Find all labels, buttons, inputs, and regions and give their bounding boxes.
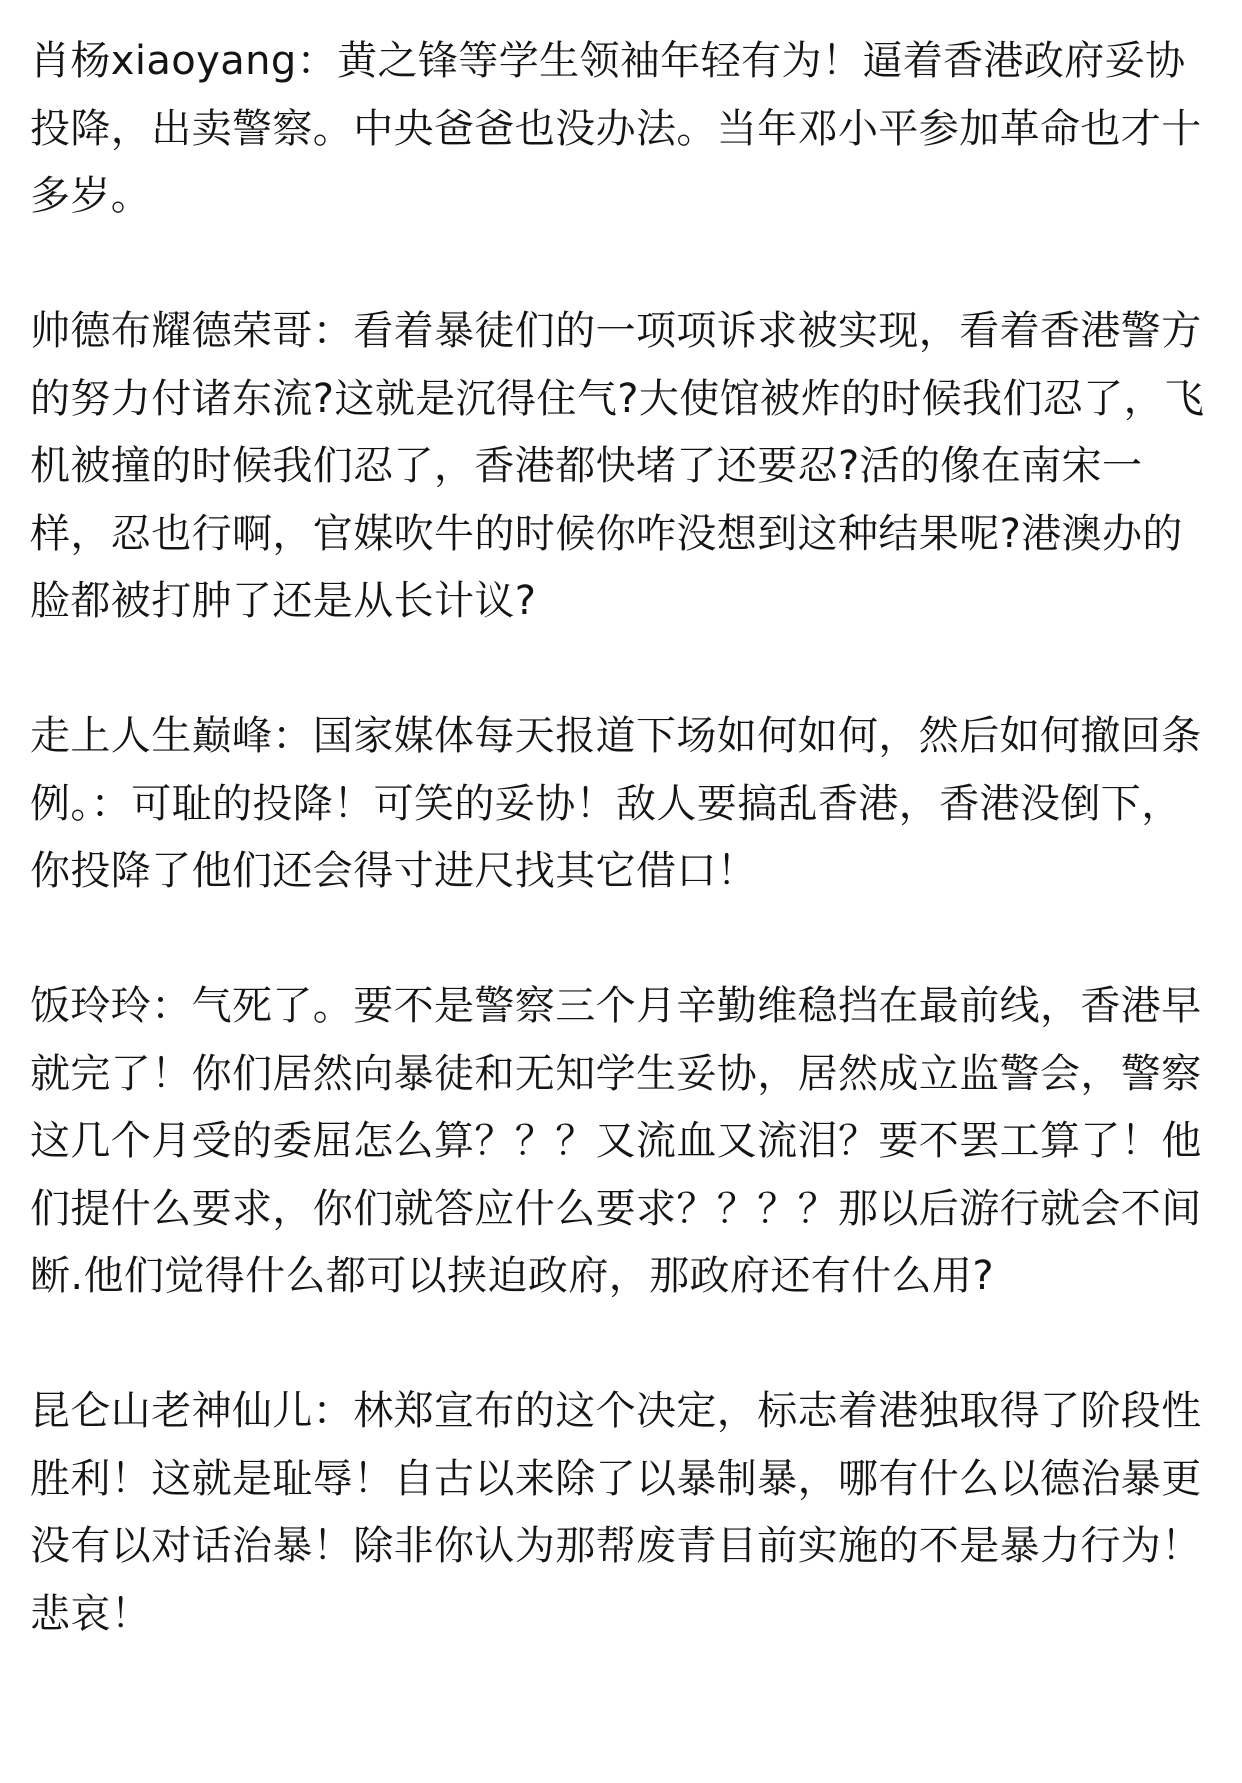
comment-author: 肖杨xiaoyang： bbox=[30, 38, 338, 84]
comment-item bbox=[30, 298, 1212, 636]
comment-text: 看着暴徒们的一项项诉求被实现，看着香港警方的努力付诸东流?这就是沉得住气?大使馆被炸的时候我们忍了，飞机被撞的时候我们忍了，香港都快堵了还要忍?活的像在南宋一样，忍也行啊，官媒吹牛的时候你咋没想到这种结果呢?港澳办的脸都被打肿了还是从长计议? bbox=[30, 308, 1205, 624]
comment-text: 林郑宣布的这个决定，标志着港独取得了阶段性胜利！这就是耻辱！自古以来除了以暴制暴，哪有什么以德治暴更没有以对话治暴！除非你认为那帮废青目前实施的不是暴力行为！悲哀！ bbox=[30, 1388, 1202, 1637]
comment-author: 帅德布耀德荣哥： bbox=[30, 308, 354, 354]
comment-author: 昆仑山老神仙儿： bbox=[30, 1388, 354, 1434]
comment-item bbox=[30, 28, 1212, 231]
comment-item bbox=[30, 973, 1212, 1311]
comment-item bbox=[30, 1378, 1212, 1648]
comment-item bbox=[30, 703, 1212, 906]
comment-author: 饭玲玲： bbox=[30, 983, 192, 1029]
comment-author: 走上人生巅峰： bbox=[30, 713, 313, 759]
comment-text: 黄之锋等学生领袖年轻有为！逼着香港政府妥协投降，出卖警察。中央爸爸也没办法。当年邓小平参加革命也才十多岁。 bbox=[30, 38, 1202, 219]
comment-text: 国家媒体每天报道下场如何如何，然后如何撤回条例。：可耻的投降！可笑的妥协！敌人要搞乱香港，香港没倒下，你投降了他们还会得寸进尺找其它借口！ bbox=[30, 713, 1202, 894]
comment-text: 气死了。要不是警察三个月辛勤维稳挡在最前线，香港早就完了！你们居然向暴徒和无知学生妥协，居然成立监警会，警察这几个月受的委屈怎么算？？？又流血又流泪？要不罢工算了！他们提什么要求，你们就答应什么要求？？？？那以后游行就会不间断.他们觉得什么都可以挟迫政府，那政府还有什么用? bbox=[30, 983, 1202, 1299]
